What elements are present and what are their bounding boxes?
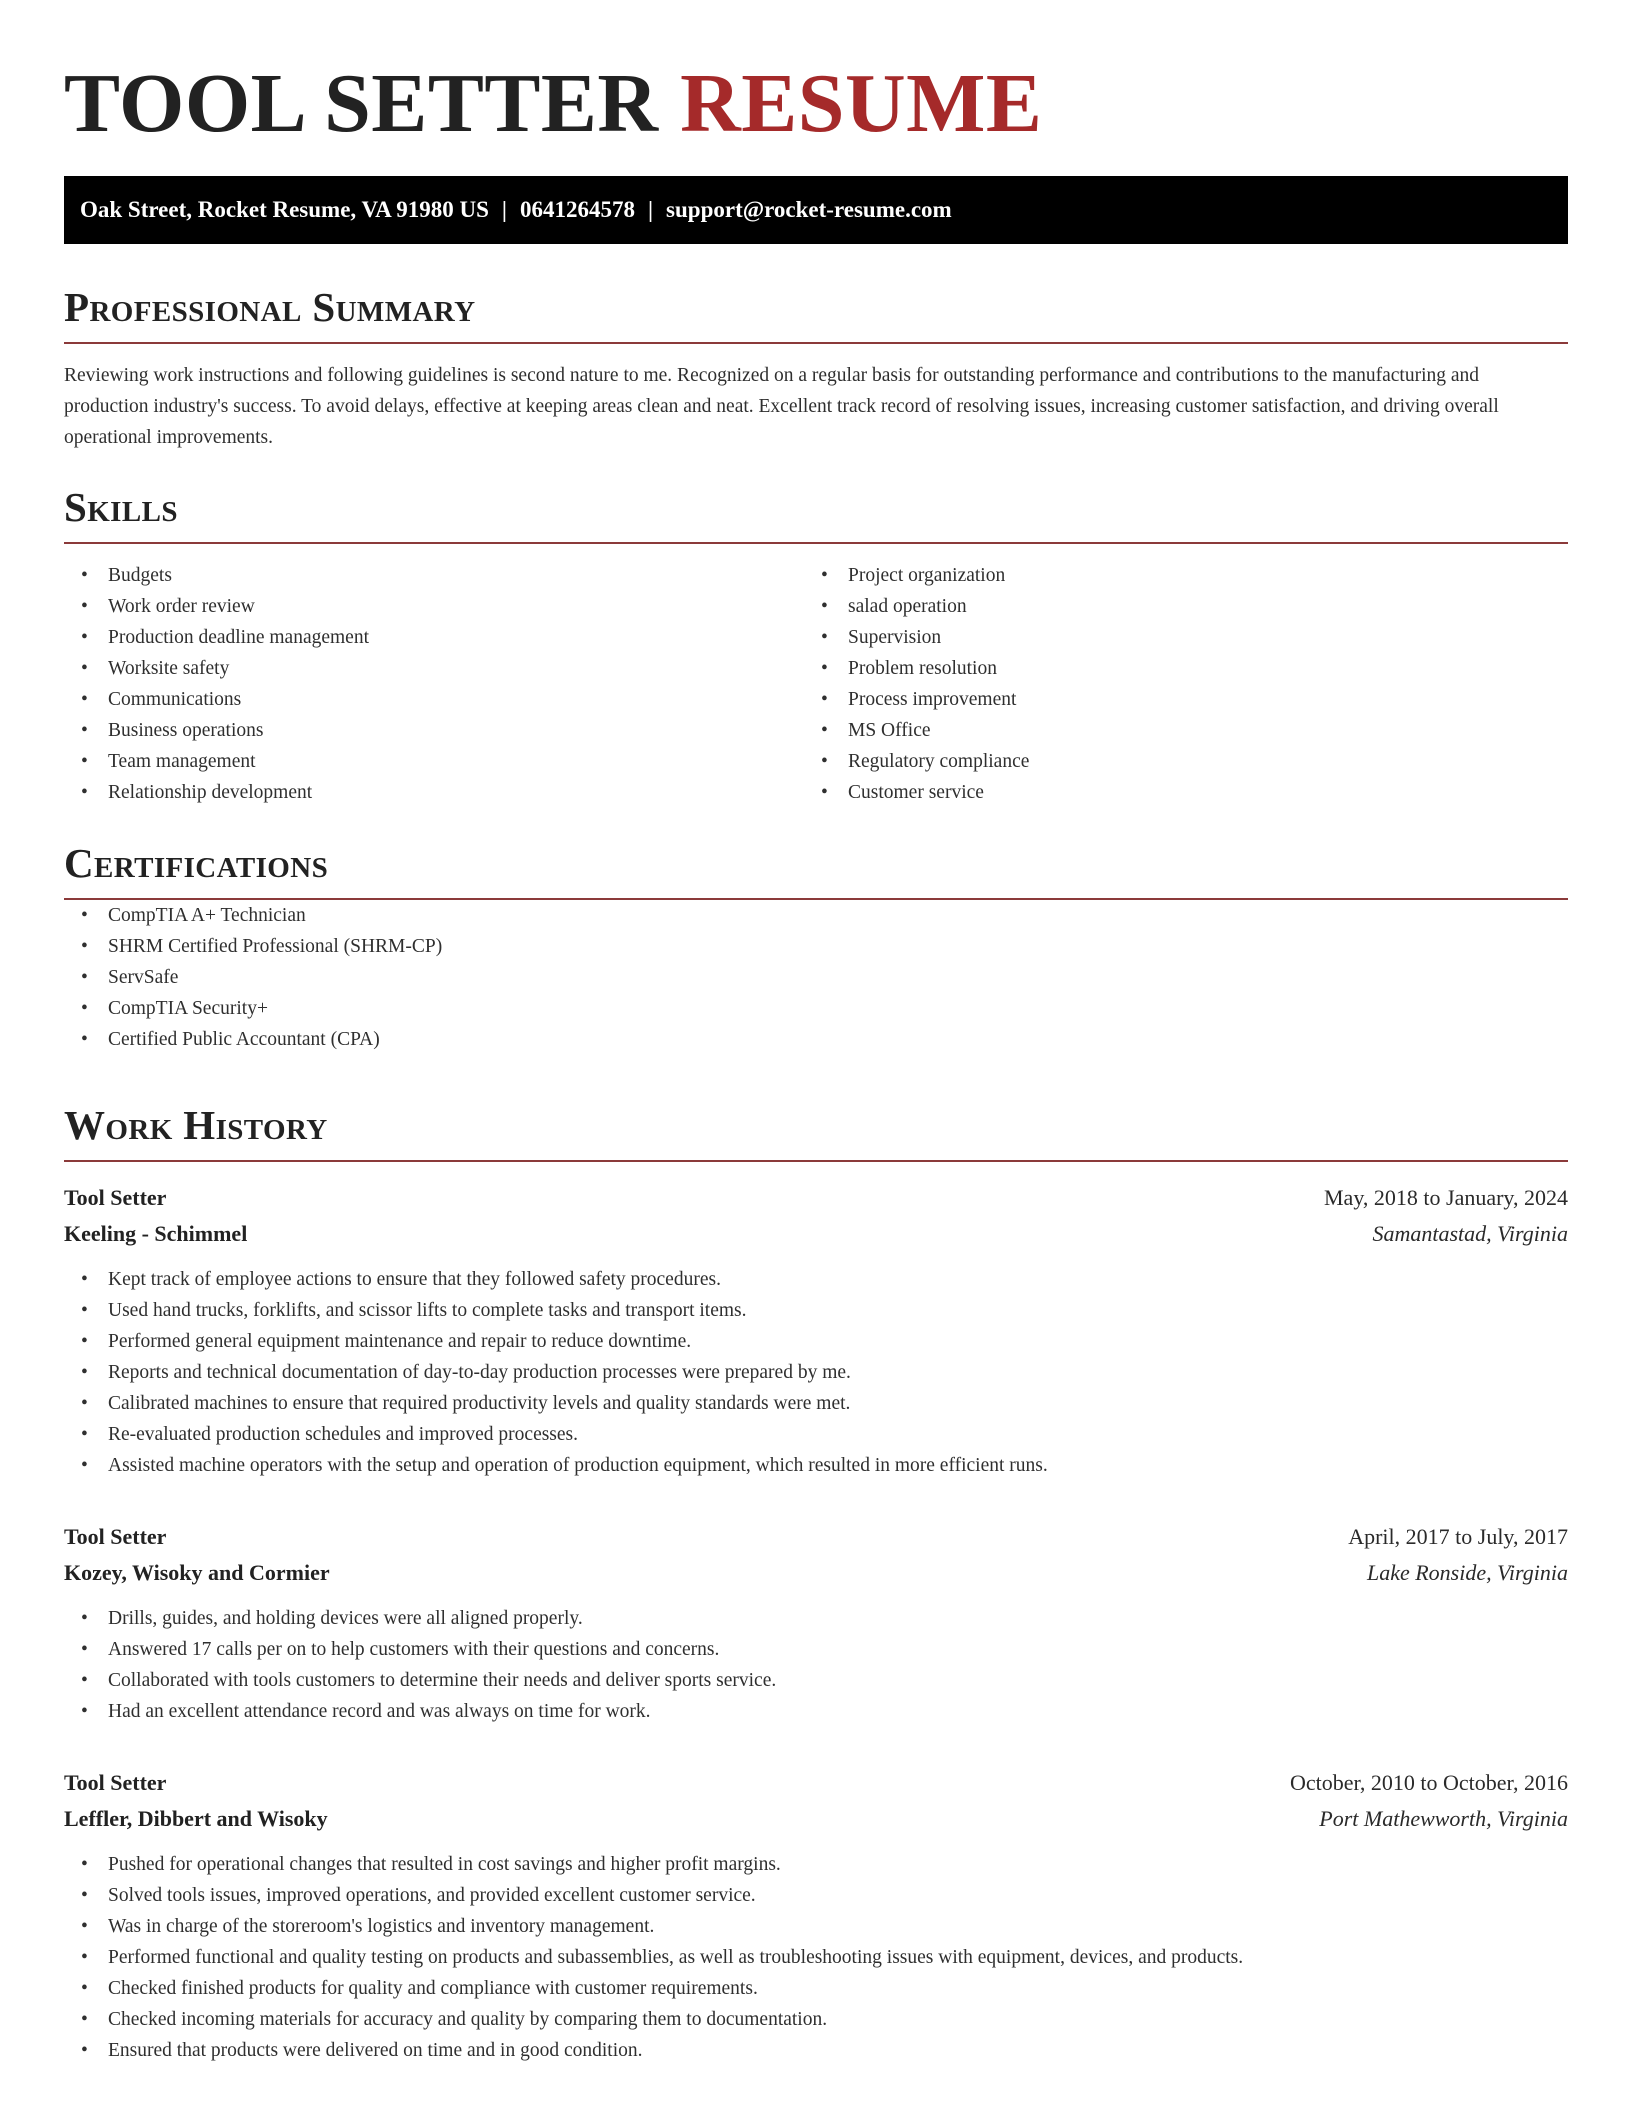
job-duty-item: • Performed general equipment maintenance and repair to reduce downtime. [64, 1326, 1568, 1357]
skill-item: • Supervision [804, 622, 1544, 653]
contact-phone: 0641264578 [519, 197, 635, 222]
skill-item: • Budgets [64, 560, 804, 591]
contact-separator: | [647, 197, 654, 222]
skill-item: • Customer service [804, 777, 1544, 808]
job-title-row [64, 1765, 1568, 1801]
skill-item: • Project organization [804, 560, 1544, 591]
certification-item: • SHRM Certified Professional (SHRM-CP) [64, 931, 1568, 962]
job-title: Tool Setter [64, 1524, 167, 1549]
summary-heading: Professional Summary [64, 284, 1568, 344]
skill-item: • Production deadline management [64, 622, 804, 653]
job-dates: October, 2010 to October, 2016 [1289, 1770, 1568, 1795]
job-dates: April, 2017 to July, 2017 [1348, 1524, 1568, 1549]
work-history-section [64, 1102, 1568, 2066]
job-duty-item: • Ensured that products were delivered on time and in good condition. [64, 2035, 1568, 2066]
job-duty-item: • Answered 17 calls per on to help customers with their questions and concerns. [64, 1634, 1568, 1665]
work-history-heading: Work History [64, 1102, 1568, 1162]
job-company: Leffler, Dibbert and Wisoky [64, 1806, 328, 1831]
job-dates: May, 2018 to January, 2024 [1324, 1185, 1568, 1210]
job-duty-item: • Calibrated machines to ensure that required productivity levels and quality standards were met. [64, 1388, 1568, 1419]
job-location: Lake Ronside, Virginia [1366, 1560, 1568, 1585]
job-duty-item: • Reports and technical documentation of day-to-day production processes were prepared by me. [64, 1357, 1568, 1388]
summary-section [64, 284, 1568, 453]
skill-item: • Team management [64, 746, 804, 777]
title-main: TOOL SETTER [64, 57, 659, 150]
skill-item: • salad operation [804, 591, 1544, 622]
certifications-section [64, 840, 1568, 1055]
job-entry [64, 1519, 1568, 1727]
job-entry [64, 1765, 1568, 2066]
job-title: Tool Setter [64, 1770, 167, 1795]
contact-separator: | [501, 197, 507, 222]
job-company-row [64, 1216, 1568, 1252]
certifications-heading: Certifications [64, 840, 1568, 900]
contact-bar [64, 176, 1568, 244]
certification-item: • ServSafe [64, 962, 1568, 993]
jobs-container [64, 1180, 1568, 2066]
skill-item: • MS Office [804, 715, 1544, 746]
job-title-row [64, 1519, 1568, 1555]
skill-item: • Process improvement [804, 684, 1544, 715]
job-duty-item: • Performed functional and quality testing on products and subassemblies, as well as troubleshooting issues with equipment, devices, and products. [64, 1942, 1568, 1973]
skill-item: • Worksite safety [64, 653, 804, 684]
job-duty-item: • Kept track of employee actions to ensure that they followed safety procedures. [64, 1264, 1568, 1295]
job-duty-item: • Checked finished products for quality and compliance with customer requirements. [64, 1973, 1568, 2004]
job-duty-item: • Pushed for operational changes that resulted in cost savings and higher profit margins. [64, 1849, 1568, 1880]
job-title: Tool Setter [64, 1185, 167, 1210]
job-duty-item: • Drills, guides, and holding devices were all aligned properly. [64, 1603, 1568, 1634]
skills-columns [64, 560, 1568, 808]
certification-item: • Certified Public Accountant (CPA) [64, 1024, 1568, 1055]
skills-section [64, 484, 1568, 808]
certification-item: • CompTIA Security+ [64, 993, 1568, 1024]
job-entry [64, 1180, 1568, 1481]
resume-title [64, 52, 1042, 156]
summary-text: Reviewing work instructions and following guidelines is second nature to me. Recognized on a regular basis for outstanding performance and contributions to the manufacturing and production industry's success. To avoid delays, effective at keeping areas clean and neat. Excellent track record of resolving issues, increasing customer satisfaction, and driving overall operational improvements. [64, 365, 1499, 448]
contact-address: Oak Street, Rocket Resume, VA 91980 US [80, 197, 489, 222]
job-duty-item: • Assisted machine operators with the setup and operation of production equipment, which resulted in more efficient runs. [64, 1450, 1568, 1481]
skill-item: • Business operations [64, 715, 804, 746]
skill-item: • Regulatory compliance [804, 746, 1544, 777]
job-company-row [64, 1801, 1568, 1837]
skill-item: • Work order review [64, 591, 804, 622]
skills-list-left [64, 560, 804, 808]
skill-item: • Problem resolution [804, 653, 1544, 684]
job-duties-list [64, 1849, 1568, 2066]
contact-email: support@rocket-resume.com [666, 197, 952, 222]
job-duty-item: • Checked incoming materials for accuracy and quality by comparing them to documentation. [64, 2004, 1568, 2035]
job-duty-item: • Collaborated with tools customers to determine their needs and deliver sports service. [64, 1665, 1568, 1696]
job-duty-item: • Was in charge of the storeroom's logistics and inventory management. [64, 1911, 1568, 1942]
job-duty-item: • Used hand trucks, forklifts, and scissor lifts to complete tasks and transport items. [64, 1295, 1568, 1326]
skill-item: • Relationship development [64, 777, 804, 808]
job-title-row [64, 1180, 1568, 1216]
skills-list-right [804, 560, 1544, 808]
certifications-list [64, 900, 1568, 1055]
certification-item: • CompTIA A+ Technician [64, 900, 1568, 931]
job-company: Keeling - Schimmel [64, 1221, 248, 1246]
job-duty-item: • Had an excellent attendance record and was always on time for work. [64, 1696, 1568, 1727]
skills-heading: Skills [64, 484, 1568, 544]
job-duties-list [64, 1603, 1568, 1727]
job-company: Kozey, Wisoky and Cormier [64, 1560, 330, 1585]
job-company-row [64, 1555, 1568, 1591]
job-duty-item: • Re-evaluated production schedules and improved processes. [64, 1419, 1568, 1450]
job-location: Port Mathewworth, Virginia [1319, 1806, 1568, 1831]
job-duty-item: • Solved tools issues, improved operations, and provided excellent customer service. [64, 1880, 1568, 1911]
job-location: Samantastad, Virginia [1372, 1221, 1568, 1246]
title-accent: RESUME [680, 57, 1043, 150]
skill-item: • Communications [64, 684, 804, 715]
job-duties-list [64, 1264, 1568, 1481]
